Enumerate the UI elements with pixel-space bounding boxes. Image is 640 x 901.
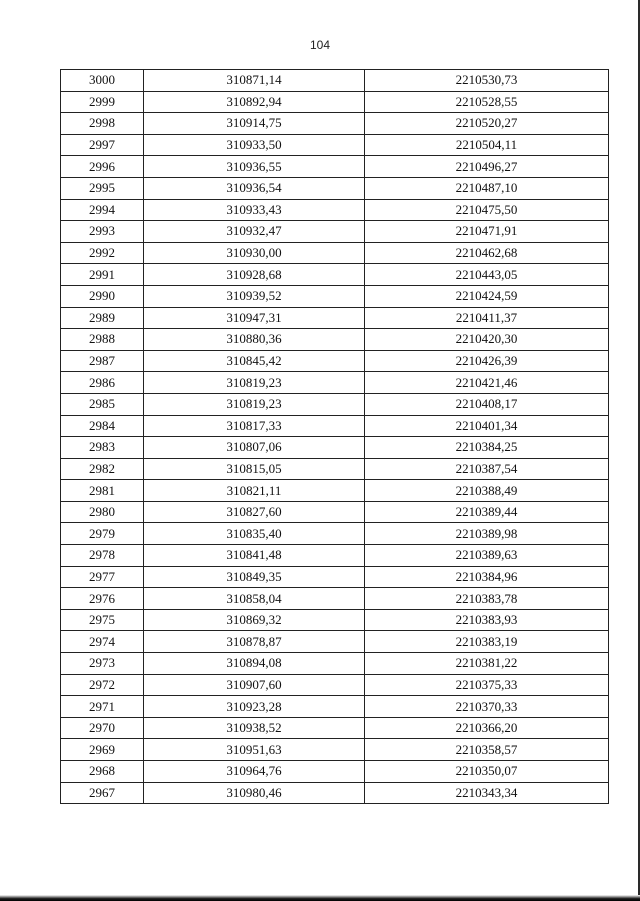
point-number-cell: 2984 — [61, 415, 144, 437]
x-coordinate-cell: 310947,31 — [144, 307, 365, 329]
y-coordinate-cell: 2210471,91 — [365, 221, 609, 243]
table-row — [61, 177, 609, 199]
y-coordinate-cell: 2210530,73 — [365, 70, 609, 92]
point-number-cell: 2968 — [61, 761, 144, 783]
point-number-cell: 2980 — [61, 501, 144, 523]
y-coordinate-cell: 2210375,33 — [365, 674, 609, 696]
y-coordinate-cell: 2210462,68 — [365, 242, 609, 264]
table-row — [61, 199, 609, 221]
table-row — [61, 70, 609, 92]
y-coordinate-cell: 2210366,20 — [365, 717, 609, 739]
table-row — [61, 113, 609, 135]
x-coordinate-cell: 310936,55 — [144, 156, 365, 178]
x-coordinate-cell: 310815,05 — [144, 458, 365, 480]
table-row — [61, 242, 609, 264]
y-coordinate-cell: 2210424,59 — [365, 285, 609, 307]
x-coordinate-cell: 310964,76 — [144, 761, 365, 783]
table-row — [61, 307, 609, 329]
table-row — [61, 134, 609, 156]
y-coordinate-cell: 2210387,54 — [365, 458, 609, 480]
table-row — [61, 264, 609, 286]
y-coordinate-cell: 2210388,49 — [365, 480, 609, 502]
x-coordinate-cell: 310858,04 — [144, 588, 365, 610]
x-coordinate-cell: 310892,94 — [144, 91, 365, 113]
x-coordinate-cell: 310938,52 — [144, 717, 365, 739]
point-number-cell: 2988 — [61, 329, 144, 351]
y-coordinate-cell: 2210401,34 — [365, 415, 609, 437]
point-number-cell: 2985 — [61, 393, 144, 415]
table-row — [61, 588, 609, 610]
point-number-cell: 2982 — [61, 458, 144, 480]
table-row — [61, 782, 609, 804]
x-coordinate-cell: 310841,48 — [144, 545, 365, 567]
point-number-cell: 2998 — [61, 113, 144, 135]
y-coordinate-cell: 2210411,37 — [365, 307, 609, 329]
y-coordinate-cell: 2210370,33 — [365, 696, 609, 718]
x-coordinate-cell: 310939,52 — [144, 285, 365, 307]
point-number-cell: 2975 — [61, 609, 144, 631]
point-number-cell: 2991 — [61, 264, 144, 286]
table-row — [61, 609, 609, 631]
table-row — [61, 458, 609, 480]
x-coordinate-cell: 310880,36 — [144, 329, 365, 351]
x-coordinate-cell: 310914,75 — [144, 113, 365, 135]
y-coordinate-cell: 2210384,96 — [365, 566, 609, 588]
coordinates-table-container — [60, 69, 605, 804]
x-coordinate-cell: 310933,43 — [144, 199, 365, 221]
table-row — [61, 91, 609, 113]
x-coordinate-cell: 310932,47 — [144, 221, 365, 243]
table-row — [61, 285, 609, 307]
page-number: 104 — [309, 38, 331, 52]
table-row — [61, 696, 609, 718]
table-row — [61, 545, 609, 567]
table-row — [61, 761, 609, 783]
x-coordinate-cell: 310894,08 — [144, 653, 365, 675]
y-coordinate-cell: 2210421,46 — [365, 372, 609, 394]
y-coordinate-cell: 2210504,11 — [365, 134, 609, 156]
x-coordinate-cell: 310807,06 — [144, 437, 365, 459]
x-coordinate-cell: 310871,14 — [144, 70, 365, 92]
y-coordinate-cell: 2210520,27 — [365, 113, 609, 135]
point-number-cell: 2992 — [61, 242, 144, 264]
y-coordinate-cell: 2210389,98 — [365, 523, 609, 545]
x-coordinate-cell: 310980,46 — [144, 782, 365, 804]
point-number-cell: 2996 — [61, 156, 144, 178]
point-number-cell: 2977 — [61, 566, 144, 588]
point-number-cell: 2981 — [61, 480, 144, 502]
table-row — [61, 350, 609, 372]
table-row — [61, 739, 609, 761]
point-number-cell: 2978 — [61, 545, 144, 567]
x-coordinate-cell: 310835,40 — [144, 523, 365, 545]
y-coordinate-cell: 2210443,05 — [365, 264, 609, 286]
y-coordinate-cell: 2210408,17 — [365, 393, 609, 415]
x-coordinate-cell: 310930,00 — [144, 242, 365, 264]
point-number-cell: 2989 — [61, 307, 144, 329]
point-number-cell: 2995 — [61, 177, 144, 199]
x-coordinate-cell: 310878,87 — [144, 631, 365, 653]
table-row — [61, 437, 609, 459]
coordinates-table — [60, 69, 609, 804]
table-row — [61, 372, 609, 394]
table-row — [61, 631, 609, 653]
y-coordinate-cell: 2210420,30 — [365, 329, 609, 351]
y-coordinate-cell: 2210383,93 — [365, 609, 609, 631]
coordinates-table-body — [61, 70, 609, 804]
table-row — [61, 329, 609, 351]
y-coordinate-cell: 2210475,50 — [365, 199, 609, 221]
x-coordinate-cell: 310819,23 — [144, 393, 365, 415]
table-row — [61, 221, 609, 243]
point-number-cell: 2979 — [61, 523, 144, 545]
point-number-cell: 2974 — [61, 631, 144, 653]
table-row — [61, 415, 609, 437]
point-number-cell: 2990 — [61, 285, 144, 307]
table-row — [61, 480, 609, 502]
x-coordinate-cell: 310933,50 — [144, 134, 365, 156]
point-number-cell: 2969 — [61, 739, 144, 761]
x-coordinate-cell: 310819,23 — [144, 372, 365, 394]
x-coordinate-cell: 310845,42 — [144, 350, 365, 372]
x-coordinate-cell: 310951,63 — [144, 739, 365, 761]
table-row — [61, 393, 609, 415]
y-coordinate-cell: 2210389,63 — [365, 545, 609, 567]
y-coordinate-cell: 2210384,25 — [365, 437, 609, 459]
table-row — [61, 156, 609, 178]
y-coordinate-cell: 2210426,39 — [365, 350, 609, 372]
table-row — [61, 717, 609, 739]
x-coordinate-cell: 310869,32 — [144, 609, 365, 631]
x-coordinate-cell: 310849,35 — [144, 566, 365, 588]
point-number-cell: 2970 — [61, 717, 144, 739]
point-number-cell: 2986 — [61, 372, 144, 394]
point-number-cell: 2976 — [61, 588, 144, 610]
x-coordinate-cell: 310923,28 — [144, 696, 365, 718]
y-coordinate-cell: 2210343,34 — [365, 782, 609, 804]
point-number-cell: 2972 — [61, 674, 144, 696]
table-row — [61, 653, 609, 675]
table-row — [61, 523, 609, 545]
point-number-cell: 2987 — [61, 350, 144, 372]
x-coordinate-cell: 310827,60 — [144, 501, 365, 523]
y-coordinate-cell: 2210381,22 — [365, 653, 609, 675]
point-number-cell: 2967 — [61, 782, 144, 804]
point-number-cell: 2994 — [61, 199, 144, 221]
y-coordinate-cell: 2210358,57 — [365, 739, 609, 761]
x-coordinate-cell: 310817,33 — [144, 415, 365, 437]
scan-edge-bottom — [0, 895, 640, 901]
x-coordinate-cell: 310821,11 — [144, 480, 365, 502]
table-row — [61, 501, 609, 523]
point-number-cell: 2983 — [61, 437, 144, 459]
y-coordinate-cell: 2210350,07 — [365, 761, 609, 783]
point-number-cell: 2997 — [61, 134, 144, 156]
y-coordinate-cell: 2210487,10 — [365, 177, 609, 199]
y-coordinate-cell: 2210528,55 — [365, 91, 609, 113]
point-number-cell: 2971 — [61, 696, 144, 718]
point-number-cell: 3000 — [61, 70, 144, 92]
y-coordinate-cell: 2210389,44 — [365, 501, 609, 523]
x-coordinate-cell: 310936,54 — [144, 177, 365, 199]
point-number-cell: 2993 — [61, 221, 144, 243]
point-number-cell: 2999 — [61, 91, 144, 113]
x-coordinate-cell: 310928,68 — [144, 264, 365, 286]
table-row — [61, 566, 609, 588]
y-coordinate-cell: 2210496,27 — [365, 156, 609, 178]
y-coordinate-cell: 2210383,78 — [365, 588, 609, 610]
point-number-cell: 2973 — [61, 653, 144, 675]
y-coordinate-cell: 2210383,19 — [365, 631, 609, 653]
x-coordinate-cell: 310907,60 — [144, 674, 365, 696]
table-row — [61, 674, 609, 696]
